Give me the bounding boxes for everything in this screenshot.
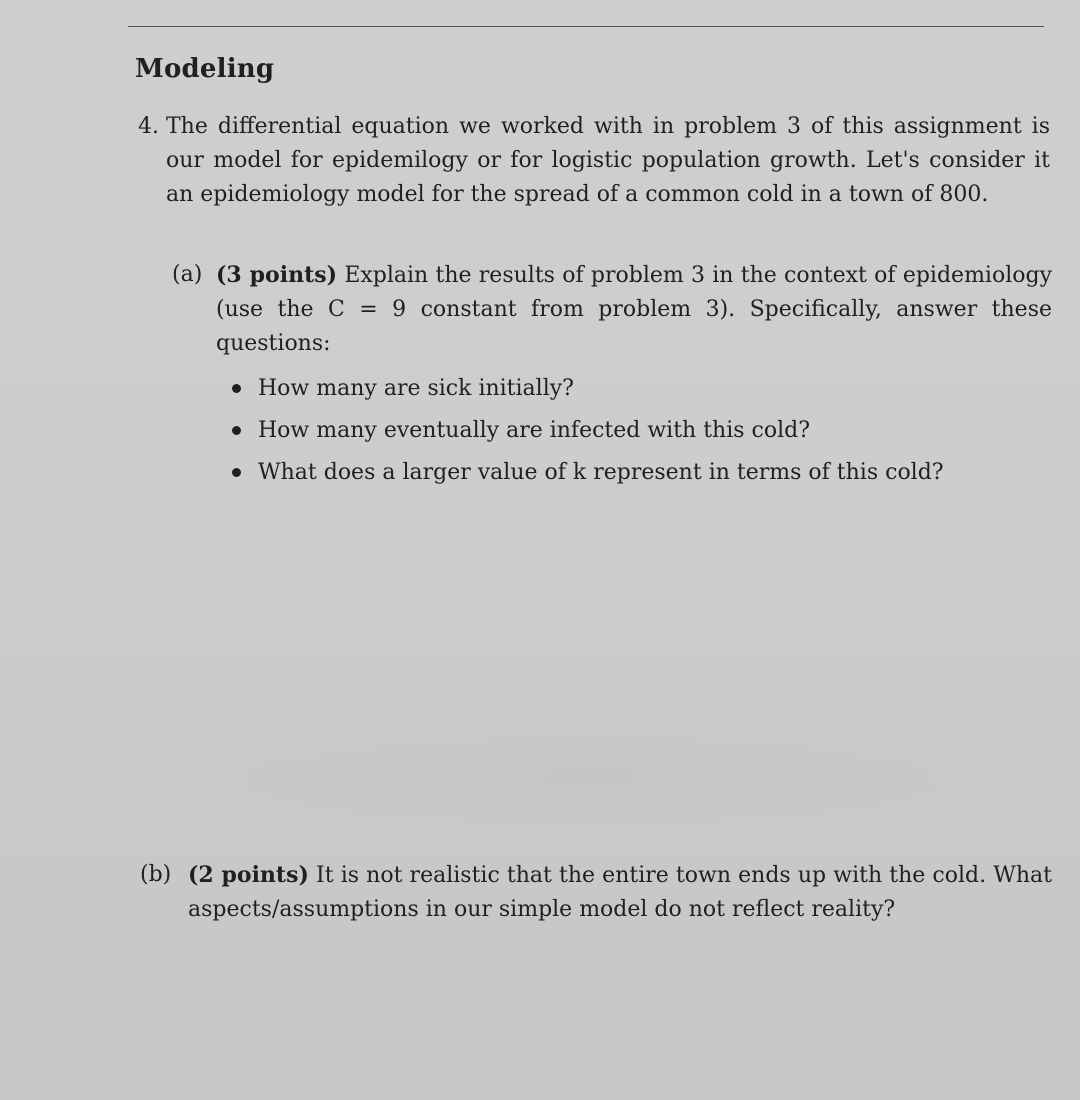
bullet-icon	[232, 426, 241, 435]
part-a-body	[216, 258, 1052, 361]
question-text: What does a larger value of k represent in terms of this cold?	[258, 460, 944, 485]
bleed-through-shadow	[150, 720, 1030, 830]
question-item	[230, 368, 1050, 410]
part-a-question-list	[230, 368, 1050, 494]
section-heading: Modeling	[135, 54, 275, 84]
bullet-icon	[232, 384, 241, 393]
problem-number: 4.	[138, 114, 159, 139]
part-b-text: It is not realistic that the entire town ends up with the cold. What aspects/assumptions in our simple model do not reflect reality?	[188, 863, 1052, 922]
part-b	[140, 858, 1052, 927]
question-text: How many eventually are infected with this cold?	[258, 418, 811, 443]
part-a-label: (a)	[172, 262, 203, 287]
part-b-label: (b)	[140, 862, 172, 887]
question-item	[230, 452, 1050, 494]
top-rule	[128, 26, 1044, 27]
part-a	[172, 258, 1052, 361]
part-b-body	[188, 858, 1052, 927]
question-text: How many are sick initially?	[258, 376, 574, 401]
part-b-points: (2 points)	[188, 862, 309, 888]
problem-statement: The differential equation we worked with in problem 3 of this assignment is our model for epidemilogy or for logistic population growth. Let's consider it an epidemiology model for the spread of a common cold in a town of 800.	[166, 114, 1050, 207]
problem-4	[138, 110, 1050, 212]
part-a-text: Explain the results of problem 3 in the context of epidemiology (use the C = 9 constant from problem 3). Specifically, answer these questions:	[216, 263, 1053, 356]
bullet-icon	[232, 468, 241, 477]
question-item	[230, 410, 1050, 452]
part-a-points: (3 points)	[216, 262, 338, 288]
